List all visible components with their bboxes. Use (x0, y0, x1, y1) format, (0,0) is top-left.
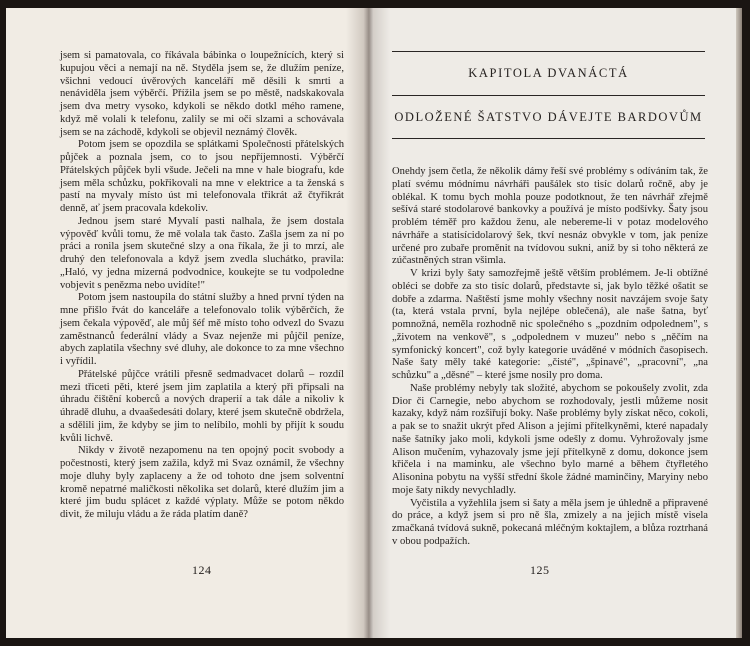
left-paragraph: jsem si pamatovala, co říkávala bábinka o loupežnících, který si kupujou věci a nemají na ně. Styděla jsem se, že dlužím peníze, všichni vedoucí úvěrových kanceláří mě děsili k smrti a nenáviděla jsem výběrčí. Přížila jsem se po městě, nadskakovala jsem dva metry vysoko, kdykoli se někdo dotkl mého ramene, když mě volali k telefonu, zalily se mi oči slzami a schovávala jsem se na záchodě, kdykoli se objevil neznámý člověk. (60, 50, 344, 138)
right-paragraph: V krizi byly šaty samozřejmě ještě větším problémem. Je-li obtížné obléci se dobře za sto tisíc dolarů, představte si, jak bylo těžké ošatit se dobře a zdarma. Naštěstí jsme mohly všechny nosit navzájem svoje šaty (ta, která vstala první, byla nejlépe oblečená), ale naše šatna, byť pomnožná, neměla rozhodně nic společného s „pozdním odpolednem", s „životem na venkově", s „odpolednem v muzeu" nebo s „něčím na symfonický koncert", což byly kategorie uváděné v módních časopisech. Naše šaty měly také kategorie: „čisté", „špinavé", „pracovní", „na schůzku" a „děsné" – které jsme nosily pro doma. (392, 268, 708, 381)
left-page-number: 124 (192, 563, 212, 577)
chapter-rule-middle (392, 95, 705, 96)
left-paragraph: Potom jsem se opozdila se splátkami Společnosti přátelských půjček a poznala jsem, co to jsou nepříjemnosti. Výběrčí Přátelských půjček byli všude. Ječeli na mne v hale biografu, kde jsem měla schůzku, pokřikovali na mne v elektrice a ta ženská s pastí na myvaly místo úst mi telefonovala třikrát až čtyřikrát denně, ať jsem pracovala kdekoliv. (60, 139, 344, 214)
left-paragraph: Potom jsem nastoupila do státní služby a hned první týden na mne přišlo řvát do kanceláře a telefonovalo tolik výběrčích, že jsem čekala výpověď, ale můj šéf mě místo toho odvezl do Svazu zaměstnanců federální vlády a Svaz nejenže mi půjčil peníze, abych zaplatila všechny své dluhy, ale dokonce to za mne všechno i vyřídil. (60, 292, 344, 367)
right-paragraph: Naše problémy nebyly tak složité, abychom se pokoušely zvolit, zda Dior či Carnegie, nebo abychom se rozhodovaly, jestli můžeme nosit kazaky, když nám rozšiřují boky. Naše problémy byly získat něco, cokoli, a pak se to snažit ukrýt před Alison a jejími přítelkyněmi, které napadaly naše šatníky jako moli, kdykoli jsme odešly z domu. Vyhrožovaly jsme Alison mučením, vyhazovaly jsme její přítelkyně z domu, dokonce jsem křičela i na maminku, ale všechno bylo marné a během čtyřletého Alisonina pobytu na vyšší střední škole žádné maminčiny, Maryiny nebo moje šaty nikdy nevychladly. (392, 382, 708, 496)
left-paragraph: Nikdy v životě nezapomenu na ten opojný pocit svobody a počestnosti, který jsem zažila, když mi Svaz oznámil, že všechny moje dluhy byly zaplaceny a že od tohoto dne jsem solventní kromě nepatrné maličkosti několika set dolarů, které dlužím jim a které jim budu splácet z každé výplaty. Může se potom někdo divit, že miluju vládu a že ráda platím daně? (60, 445, 344, 520)
right-paragraph: Vyčistila a vyžehlila jsem si šaty a měla jsem je úhledně a připravené do práce, a když jsem si pro ně šla, zmizely a na jejich místě visela zmačkaná tvídová sukně, pokecaná mléčným koktajlem, a blůza roztrhaná v obou podpažích. (392, 497, 708, 547)
right-page (370, 8, 738, 638)
chapter-rule-bottom (392, 138, 705, 139)
left-paragraph: Přátelské půjčce vrátili přesně sedmadvacet dolarů – rozdíl mezi třiceti pěti, které jsem jim zaplatila a který při připsali na úhradu čištění koberců a nových draperií a tak dále a nikoliv k úhradě dluhu, a dvaašedesáti dolary, které jsem skutečně obdržela, a sdělili jim, že kdyby se jim to nelíbilo, mohli by přijít k soudu kvůli lichvě. (60, 368, 344, 444)
right-page-text (392, 166, 708, 549)
left-paragraph: Jednou jsem staré Myvalí pasti nalhala, že jsem dostala výpověď kvůli tomu, že mě volala tak často. Zašla jsem za ní po práci a ronila jsem skutečné slzy a ona říkala, že ji to mrzí, ale druhý den telefonovala a když jsem zvedla sluchátko, pravila: „Haló, vy jedna mizerná podvodnice, koukejte se tu vodpoledne vobjevit s penězma nebo uvidíte!" (60, 215, 344, 291)
right-paragraph: Onehdy jsem četla, že několik dámy řeší své problémy s odíváním tak, že platí svému módnímu návrháři paušálek sto tisíc dolarů ročně, aby je oblékal. K tomu bych mohla pouze podotknout, že ten návrhář zřejmě sešívá staré stodolarové bankovky a používá je místo podšívky. Šaty jsou problém téměř pro každou ženu, ale nebereme-li v potaz modelového návrháře a statisícidolarový šek, tkví nesnáz obvykle v tom, jak peníze určené pro zubaře proměnit na tvídovou sukni, aniž by si toho některá ze zúčastněných stran všimla. (392, 166, 708, 267)
chapter-rule-top (392, 51, 705, 52)
page-edge (736, 8, 742, 638)
left-page-text (60, 50, 344, 522)
chapter-heading: KAPITOLA DVANÁCTÁ (468, 66, 629, 80)
right-page-number: 125 (530, 563, 550, 577)
chapter-title: ODLOŽENÉ ŠATSTVO DÁVEJTE BARDOVŮM (394, 110, 703, 124)
left-page (6, 8, 370, 638)
